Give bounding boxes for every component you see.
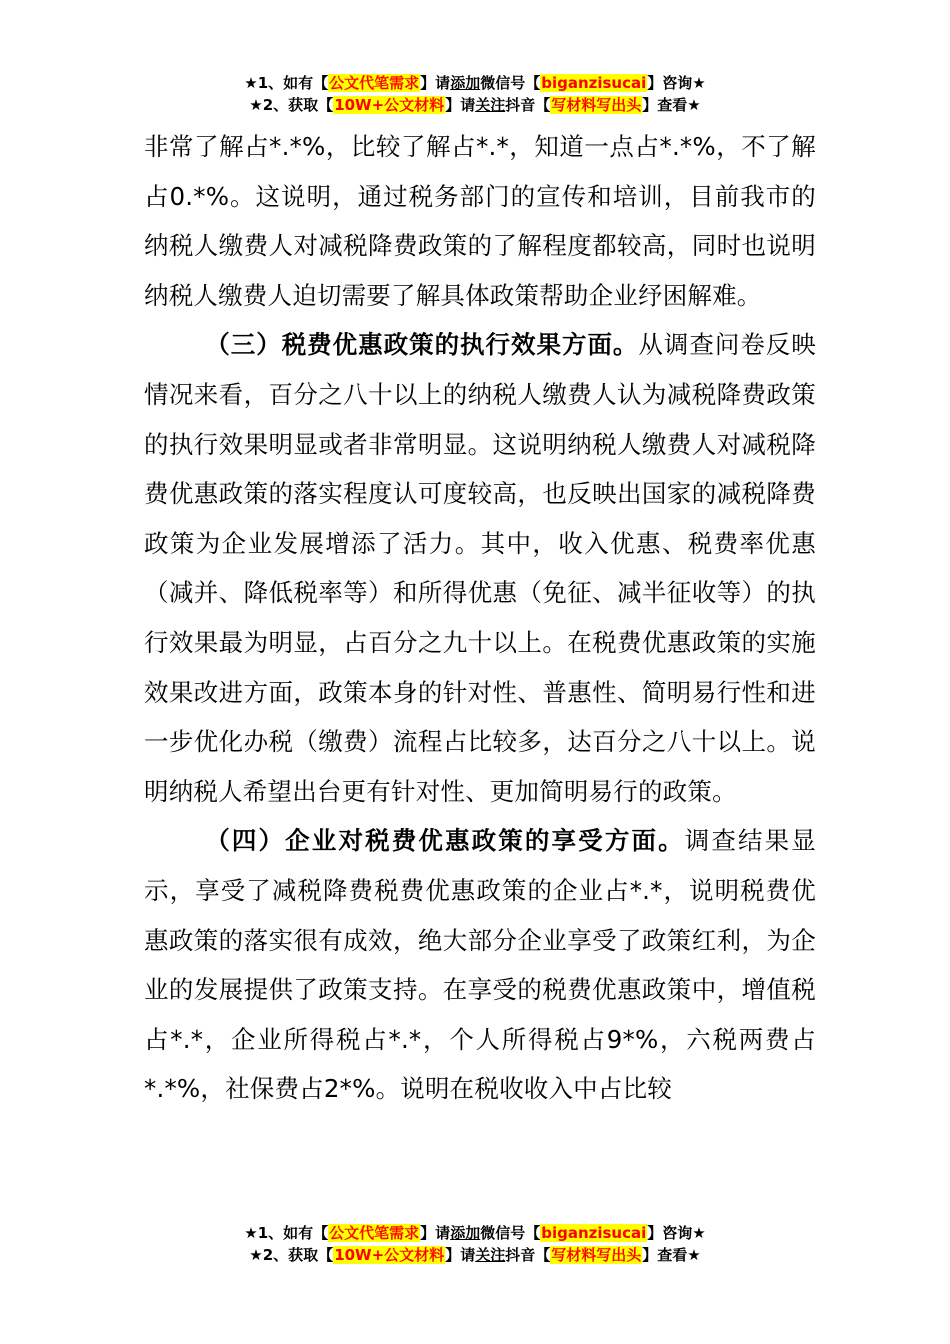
- banner-highlight: 写材料写出头: [551, 1246, 642, 1264]
- banner-text: ★2、获取【: [249, 96, 334, 114]
- banner-highlight: 公文代笔需求: [329, 1224, 420, 1242]
- banner-text: 微信号【: [480, 74, 541, 92]
- banner-text: 】请: [445, 1246, 476, 1264]
- banner-text: 】请: [420, 74, 451, 92]
- banner-text: 微信号【: [480, 1224, 541, 1242]
- banner-text: 】咨询★: [647, 74, 706, 92]
- banner-text: 】请: [445, 96, 476, 114]
- banner-text: 】咨询★: [647, 1224, 706, 1242]
- banner-text: 】请: [420, 1224, 451, 1242]
- banner-emphasis: 关注: [475, 96, 506, 114]
- paragraph-2: [144, 320, 816, 816]
- banner-highlight: biganzisucai: [541, 1224, 647, 1242]
- banner-text: ★1、如有【: [244, 1224, 329, 1242]
- banner-text: 抖音【: [505, 1246, 551, 1264]
- banner-emphasis: 添加: [450, 1224, 481, 1242]
- banner-highlight: 写材料写出头: [551, 96, 642, 114]
- document-body: [144, 122, 816, 1114]
- banner-line-2: [0, 1244, 950, 1266]
- banner-highlight: 公文代笔需求: [329, 74, 420, 92]
- banner-highlight: 10W+公文材料: [334, 1246, 445, 1264]
- footer-banner: [0, 1222, 950, 1266]
- paragraph-text: 调查结果显示，享受了减税降费税费优惠政策的企业占*.*，说明税费优惠政策的落实很有成效，绝大部分企业享受了政策红利，为企业的发展提供了政策支持。在享受的税费优惠政策中，增值税占*.*，企业所得税占*.*，个人所得税占9*%，六税两费占*.*%，社保费占2*%。说明在税收收入中占比较: [144, 826, 817, 1104]
- banner-text: 】查看★: [642, 1246, 701, 1264]
- banner-line-1: [0, 1222, 950, 1244]
- banner-text: 抖音【: [505, 96, 551, 114]
- section-heading-4: （四）企业对税费优惠政策的享受方面。: [205, 826, 685, 856]
- header-banner: [0, 72, 950, 116]
- banner-emphasis: 添加: [450, 74, 481, 92]
- banner-text: ★2、获取【: [249, 1246, 334, 1264]
- paragraph-3: [144, 816, 816, 1114]
- banner-line-1: [0, 72, 950, 94]
- banner-text: 】查看★: [642, 96, 701, 114]
- paragraph-1: 非常了解占*.*%，比较了解占*.*，知道一点占*.*%，不了解占0.*%。这说明，通过税务部门的宣传和培训，目前我市的纳税人缴费人对减税降费政策的了解程度都较高，同时也说明纳税人缴费人迫切需要了解具体政策帮助企业纾困解难。: [144, 132, 816, 310]
- banner-highlight: biganzisucai: [541, 74, 647, 92]
- paragraph-text: 从调查问卷反映情况来看，百分之八十以上的纳税人缴费人认为减税降费政策的执行效果明显或者非常明显。这说明纳税人缴费人对减税降费优惠政策的落实程度认可度较高，也反映出国家的减税降费政策为企业发展增添了活力。其中，收入优惠、税费率优惠（减并、降低税率等）和所得优惠（免征、减半征收等）的执行效果最为明显，占百分之九十以上。在税费优惠政策的实施效果改进方面，政策本身的针对性、普惠性、简明易行性和进一步优化办税（缴费）流程占比较多，达百分之八十以上。说明纳税人希望出台更有针对性、更加简明易行的政策。: [144, 330, 816, 806]
- banner-text: ★1、如有【: [244, 74, 329, 92]
- banner-emphasis: 关注: [475, 1246, 506, 1264]
- banner-highlight: 10W+公文材料: [334, 96, 445, 114]
- section-heading-3: （三）税费优惠政策的执行效果方面。: [205, 330, 639, 360]
- banner-line-2: [0, 94, 950, 116]
